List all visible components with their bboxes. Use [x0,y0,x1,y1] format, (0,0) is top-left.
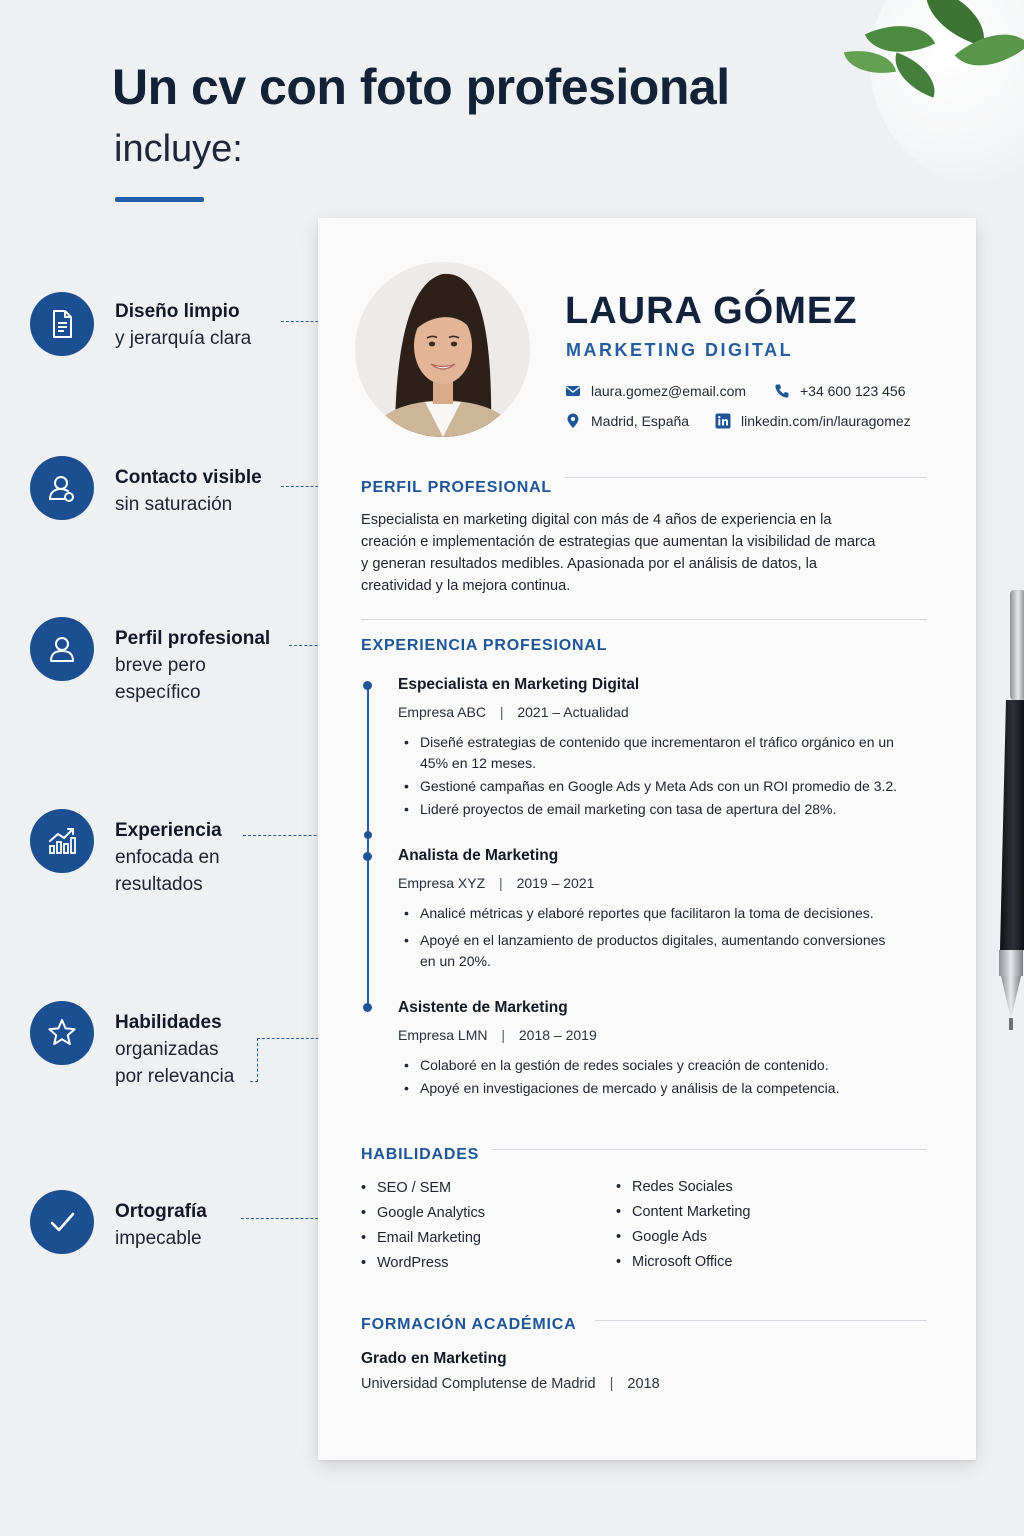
skill-item: • Email Marketing [360,1226,485,1251]
job-company: Empresa ABC [398,704,486,720]
skill-item: • WordPress [360,1251,485,1276]
job-bullet: • Diseñé estrategias de contenido que incrementaron el tráfico orgánico en un 45% en 12 meses. [400,732,900,774]
feature-circle-experience [30,809,94,873]
pen-decoration [996,590,1024,1030]
section-title-education: FORMACIÓN ACADÉMICA [361,1316,577,1333]
feature-line: sin saturación [115,494,233,515]
job-bullet: • Apoyé en investigaciones de mercado y análisis de la competencia. [400,1078,900,1099]
user-contact-icon [45,471,79,505]
job-bullet: • Colaboré en la gestión de redes sociales y creación de contenido. [400,1055,900,1076]
feature-line: organizadas [115,1039,219,1060]
education-meta [361,1376,660,1392]
job-meta [398,875,594,891]
headline-underline [115,197,204,202]
separator: | [499,875,503,891]
user-icon [45,632,79,666]
contact-email-text: laura.gomez@email.com [591,383,747,399]
separator: | [501,1027,505,1043]
feature-circle-profile [30,617,94,681]
feature-experience [115,817,222,898]
separator: | [499,704,504,720]
divider [361,619,927,620]
contact-location-text: Madrid, España [591,413,690,429]
job-bullets [400,1055,900,1101]
growth-chart-icon [45,824,79,858]
job-bullet: • Analicé métricas y elaboré reportes que facilitaron la toma de decisiones. [400,903,900,924]
job-bullets [400,903,900,974]
skill-item: • Google Analytics [360,1201,485,1226]
feature-line: impecable [115,1228,202,1249]
profile-photo [355,262,530,437]
feature-design [115,298,251,352]
job-company: Empresa XYZ [398,875,486,891]
feature-line: específico [115,682,201,703]
feature-circle-design [30,292,94,356]
skills-left [360,1176,485,1276]
feature-title: Ortografía [115,1201,207,1222]
feature-circle-skills [30,1001,94,1065]
experience-timeline [367,686,369,1008]
feature-line: breve pero [115,655,206,676]
job-period: 2019 – 2021 [516,875,595,891]
checkmark-icon [45,1205,79,1239]
feature-title: Experiencia [115,820,222,841]
profile-summary: Especialista en marketing digital con más de 4 años de experiencia en la creación e implementación de estrategias que aumentan la visibilidad de marca y generan resultados medibles. Apasionada por el análisis de datos, la creatividad y la mejora continua. [361,512,876,594]
feature-circle-spelling [30,1190,94,1254]
job-meta [398,1027,597,1043]
divider [595,1320,927,1321]
education-school: Universidad Complutense de Madrid [361,1376,596,1392]
feature-title: Habilidades [115,1012,222,1033]
feature-skills [115,1009,234,1090]
skill-item: • SEO / SEM [360,1176,485,1201]
separator: | [609,1376,614,1392]
skill-item: • Redes Sociales [615,1175,750,1200]
contact-linkedin-text: linkedin.com/in/lauragomez [741,413,911,429]
skills-right [615,1175,750,1275]
feature-line: resultados [115,874,203,895]
feature-spelling [115,1198,207,1252]
skill-item: • Content Marketing [615,1200,750,1225]
education-degree: Grado en Marketing [361,1350,507,1367]
skill-item: • Microsoft Office [615,1250,750,1275]
document-icon [45,307,79,341]
job-title: Asistente de Marketing [398,999,568,1016]
section-title-skills: HABILIDADES [361,1146,480,1163]
job-bullet: • Gestioné campañas en Google Ads y Meta Ads con un ROI promedio de 3.2. [400,776,900,797]
timeline-connector-dot [364,831,372,839]
education-year: 2018 [627,1376,660,1392]
job-title: Analista de Marketing [398,847,559,864]
feature-line: enfocada en [115,847,220,868]
feature-title: Diseño limpio [115,301,240,322]
connector-line [257,1038,258,1082]
contact-location [565,413,689,429]
headline-title: Un cv con foto profesional [112,59,730,115]
job-bullet: • Apoyé en el lanzamiento de productos digitales, aumentando conversiones en un 20%. [400,930,900,972]
job-period: 2021 – Actualidad [517,704,629,720]
phone-icon [774,383,790,399]
timeline-dot [363,852,372,861]
job-bullets [400,732,900,822]
plant-leaves-decoration [850,0,1024,110]
section-title-profile: PERFIL PROFESIONAL [361,479,553,496]
email-icon [565,383,581,399]
feature-profile [115,625,270,706]
feature-circle-contact [30,456,94,520]
skill-item: • Google Ads [615,1225,750,1250]
divider [565,477,927,478]
timeline-dot [363,1003,372,1012]
feature-contact [115,464,262,518]
job-bullet: • Lideré proyectos de email marketing con tasa de apertura del 28%. [400,799,900,820]
feature-line: y jerarquía clara [115,328,252,349]
feature-title: Contacto visible [115,467,262,488]
contact-phone-text: +34 600 123 456 [800,383,906,399]
headline-subtitle: incluye: [114,128,243,170]
contact-phone[interactable] [774,383,906,399]
job-period: 2018 – 2019 [518,1027,597,1043]
cv-name: LAURA GÓMEZ [565,290,858,332]
feature-title: Perfil profesional [115,628,271,649]
job-meta [398,704,629,720]
feature-line: por relevancia [115,1066,235,1087]
job-company: Empresa LMN [398,1027,488,1043]
timeline-dot [363,681,372,690]
contact-linkedin[interactable] [715,413,911,429]
cv-role: MARKETING DIGITAL [566,340,794,360]
divider [492,1149,927,1150]
star-icon [45,1016,79,1050]
contact-email[interactable] [565,383,746,399]
location-pin-icon [565,413,581,429]
linkedin-icon [715,413,731,429]
section-title-experience: EXPERIENCIA PROFESIONAL [361,637,608,654]
job-title: Especialista en Marketing Digital [398,676,640,693]
